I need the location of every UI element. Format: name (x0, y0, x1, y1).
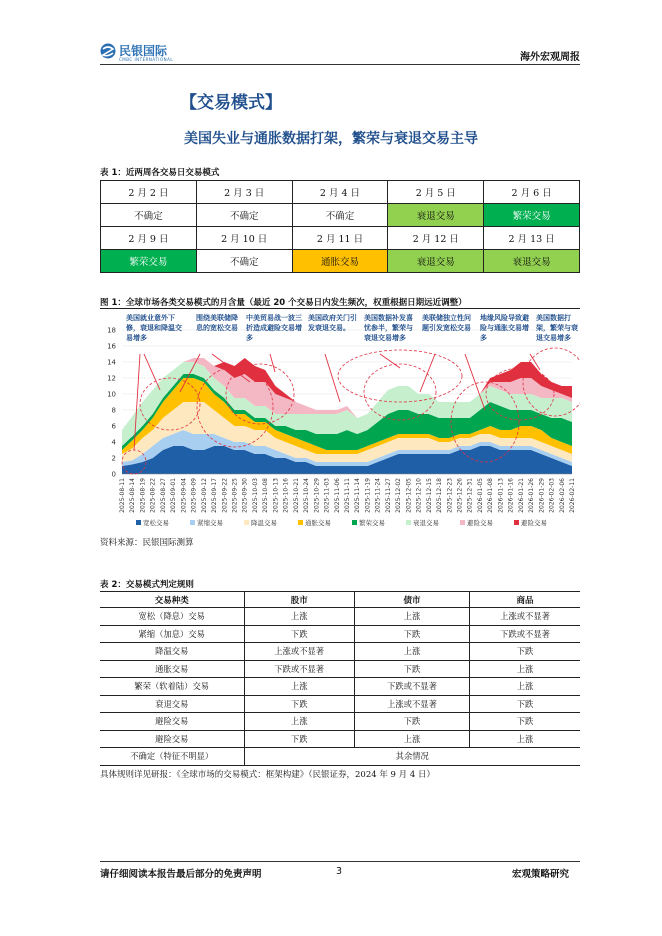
table-cell: 2 月 13 日 (484, 227, 580, 250)
annotation-arrow (144, 354, 160, 390)
chart-annotation: 围绕美联储降息的宽松交易 (196, 314, 238, 332)
table-row (100, 608, 580, 626)
footer-team: 宏观策略研究 (512, 869, 570, 880)
x-axis (119, 478, 576, 513)
table-cell: 2 月 3 日 (196, 181, 292, 204)
chart-legend (136, 518, 547, 527)
mode-rule-table (100, 591, 580, 766)
x-tick-label: 2025-10-21 (292, 478, 300, 513)
table-cell: 下跌 (244, 730, 354, 748)
table-cell-merged: 其余情况 (244, 748, 580, 766)
x-tick-label: 2025-08-22 (149, 478, 157, 513)
table-cell: 降温交易 (100, 643, 244, 661)
table-cell: 下跌 (244, 695, 354, 713)
table-row (101, 181, 580, 204)
table-cell: 上涨或不显著 (470, 608, 580, 626)
logo-subtext: CMBC INTERNATIONAL (119, 57, 174, 62)
table-cell: 2 月 2 日 (101, 181, 197, 204)
x-tick-label: 2025-11-14 (354, 478, 362, 513)
table-cell: 2 月 11 日 (292, 227, 388, 250)
table-cell: 繁荣（软着陆）交易 (100, 678, 244, 696)
legend-label: 繁荣交易 (359, 519, 385, 527)
legend-label: 降温交易 (251, 519, 277, 527)
legend-swatch (244, 520, 249, 525)
x-tick-label: 2026-01-29 (538, 478, 546, 513)
table-cell: 上涨 (244, 678, 354, 696)
footer-divider (100, 861, 580, 862)
x-tick-label: 2026-01-26 (528, 478, 536, 513)
y-tick-label: 10 (107, 390, 116, 399)
logo-text: 民银国际 (119, 44, 168, 58)
x-tick-label: 2025-10-29 (313, 478, 321, 513)
table1-caption: 表 1：近两周各交易日交易模式 (100, 168, 220, 178)
x-tick-label: 2025-10-24 (303, 478, 311, 513)
x-tick-label: 2025-09-09 (190, 478, 198, 513)
x-tick-label: 2026-02-06 (558, 478, 566, 513)
x-tick-label: 2025-08-27 (159, 478, 167, 513)
table-header-row (100, 592, 580, 608)
chart-annotation: 中美贸易战一波三折造成避险交易增多 (246, 314, 302, 342)
table-cell: 上涨 (354, 643, 469, 661)
table-header: 交易种类 (100, 592, 244, 608)
x-tick-label: 2025-10-08 (262, 478, 270, 513)
table-note: 具体规则详见研报：《全球市场的交易模式：框架构建》（民银证券，2024 年 9 月 4 日） (100, 770, 435, 780)
section-title: 【交易模式】 (180, 93, 282, 113)
y-tick-label: 14 (107, 358, 116, 367)
table-cell: 不确定 (101, 204, 197, 227)
table-cell-boom: 繁荣交易 (484, 204, 580, 227)
legend-label: 避险交易 (521, 519, 547, 527)
table-cell: 衰退交易 (100, 695, 244, 713)
table-cell: 上涨 (354, 608, 469, 626)
x-tick-label: 2025-12-15 (425, 478, 433, 513)
x-tick-label: 2026-01-08 (487, 478, 495, 513)
x-tick-label: 2026-01-13 (497, 478, 505, 513)
x-tick-label: 2025-11-11 (344, 478, 351, 513)
x-tick-label: 2026-01-21 (517, 478, 525, 513)
table-row (100, 730, 580, 748)
chart-annotation: 地缘风险导致避险与通胀交易增多 (480, 314, 529, 342)
table-cell: 下跌或不显著 (244, 660, 354, 678)
table-cell: 上涨 (470, 660, 580, 678)
legend-swatch (352, 520, 357, 525)
table-header: 商品 (470, 592, 580, 608)
table-cell: 下跌 (354, 625, 469, 643)
x-tick-label: 2025-11-19 (364, 478, 372, 513)
table-cell: 不确定（特征不明显） (100, 748, 244, 766)
table-cell: 2 月 12 日 (388, 227, 484, 250)
header-divider (100, 64, 580, 65)
chart-annotation: 美国就业意外下修，衰退和降温交易增多 (126, 314, 182, 342)
x-tick-label: 2025-10-16 (282, 478, 290, 513)
table-cell: 上涨 (244, 713, 354, 731)
x-tick-label: 2025-10-03 (251, 478, 259, 513)
table-cell: 2 月 9 日 (101, 227, 197, 250)
x-tick-label: 2025-08-19 (139, 478, 147, 513)
table-cell: 下跌 (354, 713, 469, 731)
x-tick-label: 2025-09-25 (231, 478, 239, 513)
table-row (101, 250, 580, 273)
legend-label: 衰退交易 (413, 519, 439, 527)
chart-annotation: 美国政府关门引发衰退交易。 (308, 314, 357, 332)
annotation-arrow (270, 354, 275, 372)
table-cell: 不确定 (292, 204, 388, 227)
figure-source: 资料来源：民银国际测算 (100, 538, 194, 548)
x-tick-label: 2025-11-03 (323, 478, 331, 513)
table-cell: 上涨 (470, 678, 580, 696)
table-cell: 上涨 (354, 730, 469, 748)
y-tick-label: 12 (107, 374, 116, 383)
annotation-arrow (380, 354, 400, 368)
table-cell-recession: 衰退交易 (388, 250, 484, 273)
x-tick-label: 2025-09-12 (200, 478, 208, 513)
legend-swatch (190, 520, 195, 525)
legend-label: 通胀交易 (305, 519, 331, 527)
table-cell: 上涨 (244, 608, 354, 626)
x-tick-label: 2026-01-16 (507, 478, 515, 513)
legend-label: 宽松交易 (143, 519, 169, 527)
table-cell-boom: 繁荣交易 (101, 250, 197, 273)
chart-annotation: 美国数据打架，繁荣与衰退交易增多 (536, 314, 578, 342)
y-axis (107, 327, 116, 479)
table-cell-recession: 衰退交易 (484, 250, 580, 273)
legend-swatch (136, 520, 141, 525)
table-cell: 下跌 (244, 625, 354, 643)
table-row (100, 625, 580, 643)
y-tick-label: 6 (111, 422, 116, 431)
y-tick-label: 0 (111, 470, 116, 479)
table-cell: 上涨或不显著 (244, 643, 354, 661)
x-tick-label: 2025-09-17 (211, 478, 219, 513)
table-cell: 宽松（降息）交易 (100, 608, 244, 626)
x-tick-label: 2025-08-11 (119, 478, 126, 513)
table-cell: 紧缩（加息）交易 (100, 625, 244, 643)
table-cell: 下跌或不显著 (354, 678, 469, 696)
legend-swatch (514, 520, 519, 525)
table2-caption: 表 2：交易模式判定规则 (100, 580, 194, 590)
trading-mode-chart (100, 312, 580, 534)
x-tick-label: 2025-12-18 (436, 478, 444, 513)
table-row (100, 713, 580, 731)
table-cell: 下跌 (470, 695, 580, 713)
page-number: 3 (336, 866, 343, 877)
x-tick-label: 2025-12-23 (446, 478, 454, 513)
logo-icon (100, 43, 116, 59)
chart-annotation: 美国数据补发喜忧参半，繁荣与衰退交易增多 (364, 314, 413, 342)
legend-swatch (406, 520, 411, 525)
legend-label: 紧缩交易 (197, 519, 223, 527)
table-cell: 2 月 6 日 (484, 181, 580, 204)
y-tick-label: 4 (111, 438, 116, 447)
table-header: 债市 (354, 592, 469, 608)
table-cell-recession: 衰退交易 (388, 204, 484, 227)
table-cell: 2 月 10 日 (196, 227, 292, 250)
footer-disclaimer: 请仔细阅读本报告最后部分的免责声明 (100, 869, 262, 880)
table-cell: 避险交易 (100, 713, 244, 731)
table-cell: 避险交易 (100, 730, 244, 748)
x-tick-label: 2025-12-05 (405, 478, 413, 513)
table-row (100, 660, 580, 678)
table-row (100, 748, 580, 766)
table-cell: 上涨或不显著 (354, 695, 469, 713)
y-tick-label: 16 (107, 342, 116, 351)
x-tick-label: 2025-10-13 (272, 478, 280, 513)
y-tick-label: 8 (111, 406, 116, 415)
annotation-arrow (420, 354, 435, 392)
x-tick-label: 2025-12-31 (466, 478, 474, 513)
table-header: 股市 (244, 592, 354, 608)
x-tick-label: 2025-09-01 (170, 478, 178, 513)
table-row (100, 695, 580, 713)
table2-body (100, 608, 580, 766)
table-cell: 通胀交易 (100, 660, 244, 678)
table-row (100, 643, 580, 661)
table-cell: 不确定 (196, 204, 292, 227)
table-cell: 下跌 (470, 713, 580, 731)
table-cell: 下跌 (354, 660, 469, 678)
table-row (101, 204, 580, 227)
x-tick-label: 2025-12-26 (456, 478, 464, 513)
x-tick-label: 2025-11-27 (384, 478, 392, 513)
figure1-caption: 图 1：全球市场各类交易模式的月含量（最近 20 个交易日内发生频次，权重根据日期远近调整） (100, 298, 467, 308)
table-row (100, 678, 580, 696)
x-tick-label: 2025-12-02 (395, 478, 403, 513)
x-tick-label: 2025-11-24 (374, 478, 382, 513)
y-tick-label: 18 (107, 326, 116, 335)
x-tick-label: 2026-02-03 (548, 478, 556, 513)
x-tick-label: 2025-12-10 (415, 478, 423, 513)
trading-mode-table (100, 180, 580, 273)
table-cell-inflation: 通胀交易 (292, 250, 388, 273)
x-tick-label: 2025-08-14 (129, 478, 137, 513)
table-cell: 2 月 4 日 (292, 181, 388, 204)
figure-top-rule (100, 308, 580, 309)
table-cell: 2 月 5 日 (388, 181, 484, 204)
table-cell: 不确定 (196, 250, 292, 273)
page-subtitle: 美国失业与通胀数据打架，繁荣与衰退交易主导 (184, 131, 478, 147)
table-cell: 下跌 (470, 643, 580, 661)
y-tick-label: 2 (111, 454, 116, 463)
chart-areas (122, 358, 572, 474)
x-tick-label: 2025-11-06 (333, 478, 341, 513)
company-logo (100, 42, 200, 64)
x-tick-label: 2026-02-11 (569, 478, 576, 513)
x-tick-label: 2025-09-04 (180, 478, 188, 513)
legend-swatch (298, 520, 303, 525)
table-cell: 上涨 (470, 730, 580, 748)
table-cell: 下跌或不显著 (470, 625, 580, 643)
report-name: 海外宏观周报 (520, 52, 580, 63)
legend-label: 避险交易 (467, 519, 493, 527)
x-tick-label: 2026-01-05 (476, 478, 484, 513)
legend-swatch (460, 520, 465, 525)
x-tick-label: 2025-09-30 (241, 478, 249, 513)
x-tick-label: 2025-09-22 (221, 478, 229, 513)
chart-annotation: 美联储独立性问题引发宽松交易 (422, 314, 471, 332)
table-row (101, 227, 580, 250)
